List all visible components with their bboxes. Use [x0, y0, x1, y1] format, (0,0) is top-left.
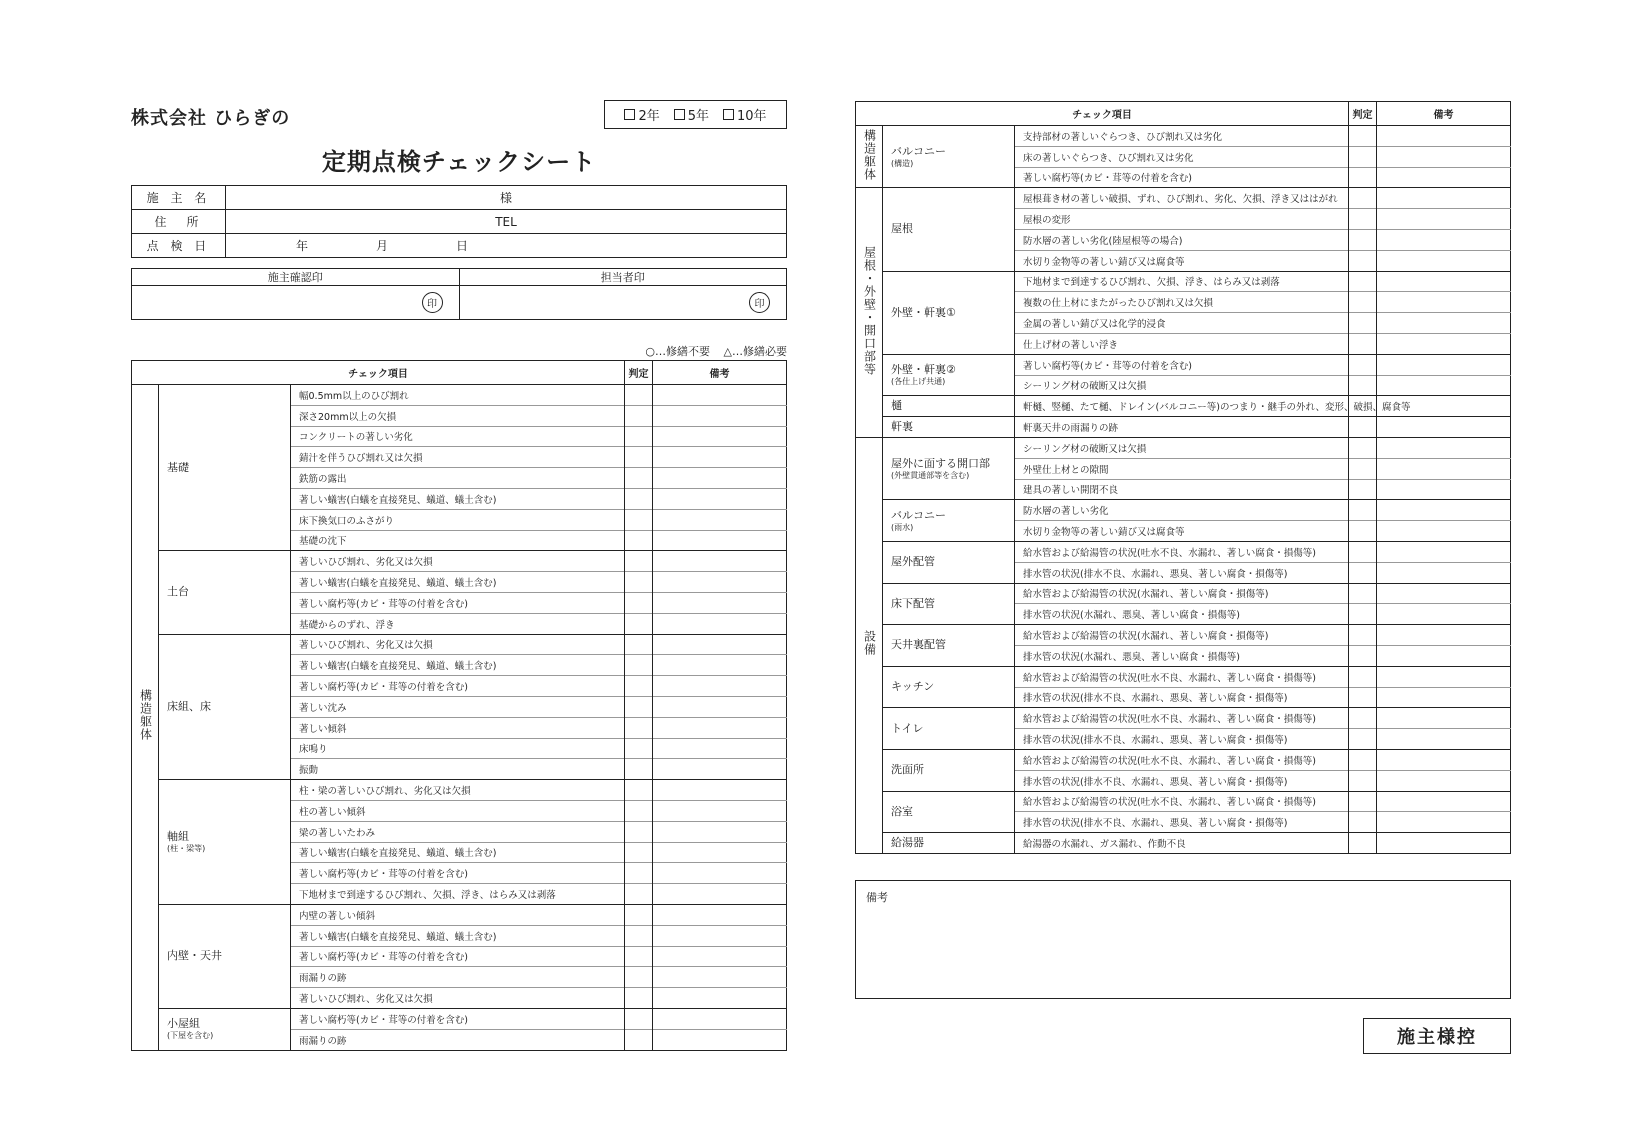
judge-cell[interactable] [1349, 479, 1377, 500]
section-label: 屋根・外壁・開口部等 [856, 188, 883, 438]
check-item: 給水管および給湯管の状況(水漏れ、著しい腐食・損傷等) [1015, 583, 1349, 604]
judge-cell[interactable] [625, 509, 653, 530]
check-item: 外壁仕上材との隙間 [1015, 458, 1349, 479]
judge-cell[interactable] [1349, 250, 1377, 271]
notes-cell[interactable] [1377, 126, 1511, 147]
seal-table [131, 268, 787, 320]
notes-cell[interactable] [1377, 812, 1511, 833]
notes-cell[interactable] [1377, 375, 1511, 396]
judge-cell[interactable] [625, 904, 653, 925]
group-label: 土台 [159, 551, 291, 634]
judge-cell[interactable] [1349, 417, 1377, 438]
inspection-date-field[interactable] [226, 234, 787, 258]
group-label: 屋外配管 [883, 541, 1015, 583]
judge-cell[interactable] [625, 405, 653, 426]
notes-cell[interactable] [653, 1008, 787, 1029]
check-row [856, 354, 1511, 375]
judge-cell[interactable] [1349, 375, 1377, 396]
judge-cell[interactable] [625, 655, 653, 676]
check-item: 給湯器の水漏れ、ガス漏れ、作動不良 [1015, 833, 1349, 854]
group-label: キッチン [883, 666, 1015, 708]
check-item: 著しい蟻害(白蟻を直接発見、蟻道、蟻土含む) [291, 925, 625, 946]
judge-cell[interactable] [1349, 666, 1377, 687]
check-row [132, 1008, 787, 1029]
notes-cell[interactable] [1377, 417, 1511, 438]
legend-repair: △…修繕必要 [723, 345, 787, 358]
judge-cell[interactable] [1349, 271, 1377, 292]
notes-cell[interactable] [1377, 437, 1511, 458]
header-notes: 備考 [1377, 102, 1511, 126]
judge-cell[interactable] [1349, 188, 1377, 209]
notes-cell[interactable] [653, 676, 787, 697]
notes-cell[interactable] [653, 780, 787, 801]
check-row [856, 708, 1511, 729]
notes-cell[interactable] [653, 530, 787, 551]
check-item: 雨漏りの跡 [291, 967, 625, 988]
check-item: 著しい蟻害(白蟻を直接発見、蟻道、蟻土含む) [291, 572, 625, 593]
check-item: 錆汁を伴うひび割れ又は欠損 [291, 447, 625, 468]
group-label: 軸組 (柱・梁等) [159, 780, 291, 905]
period-selector [604, 100, 787, 129]
check-item: 著しいひび割れ、劣化又は欠損 [291, 988, 625, 1009]
check-item: 支持部材の著しいぐらつき、ひび割れ又は劣化 [1015, 126, 1349, 147]
checkbox-icon[interactable] [624, 109, 635, 120]
page-title: 定期点検チェックシート [321, 148, 597, 176]
judge-cell[interactable] [1349, 625, 1377, 646]
judge-cell[interactable] [1349, 500, 1377, 521]
notes-cell[interactable] [653, 925, 787, 946]
check-item: 床鳴り [291, 738, 625, 759]
checkbox-icon[interactable] [674, 109, 685, 120]
group-label: バルコニー (構造) [883, 126, 1015, 188]
group-label: 樋 [883, 396, 1015, 417]
group-label: 軒裏 [883, 417, 1015, 438]
notes-cell[interactable] [1377, 479, 1511, 500]
legend-no-repair: ○…修繕不要 [645, 345, 711, 358]
check-item: 柱の著しい傾斜 [291, 800, 625, 821]
group-label: 外壁・軒裏② (各仕上げ共通) [883, 354, 1015, 396]
notes-cell[interactable] [1377, 229, 1511, 250]
notes-cell[interactable] [653, 613, 787, 634]
judge-cell[interactable] [1349, 770, 1377, 791]
header-check-items: チェック項目 [132, 361, 625, 385]
owner-confirm-seal-field[interactable] [132, 286, 460, 320]
check-item: 防水層の著しい劣化(陸屋根等の場合) [1015, 229, 1349, 250]
address-label: 住 所 [132, 210, 226, 234]
check-item: 著しい蟻害(白蟻を直接発見、蟻道、蟻土含む) [291, 842, 625, 863]
check-item: 著しい腐朽等(カビ・茸等の付着を含む) [291, 676, 625, 697]
notes-cell[interactable] [1377, 354, 1511, 375]
judge-cell[interactable] [625, 863, 653, 884]
judge-cell[interactable] [1349, 541, 1377, 562]
group-label: トイレ [883, 708, 1015, 750]
check-item: 排水管の状況(水漏れ、悪臭、著しい腐食・損傷等) [1015, 645, 1349, 666]
notes-cell[interactable] [1377, 645, 1511, 666]
check-item: 防水層の著しい劣化 [1015, 500, 1349, 521]
judge-cell[interactable] [625, 696, 653, 717]
check-item: 排水管の状況(水漏れ、悪臭、著しい腐食・損傷等) [1015, 604, 1349, 625]
remarks-box[interactable] [855, 880, 1511, 999]
judge-cell[interactable] [625, 676, 653, 697]
group-label: 洗面所 [883, 749, 1015, 791]
notes-cell[interactable] [1377, 833, 1511, 854]
check-item: 軒裏天井の雨漏りの跡 [1015, 417, 1349, 438]
notes-cell[interactable] [653, 904, 787, 925]
judgement-legend [131, 343, 787, 359]
notes-cell[interactable] [1377, 583, 1511, 604]
judge-cell[interactable] [625, 884, 653, 905]
notes-cell[interactable] [1377, 250, 1511, 271]
judge-cell[interactable] [1349, 687, 1377, 708]
check-item: 軒樋、竪樋、たて樋、ドレイン(バルコニー等)のつまり・継手の外れ、変形、破損、腐食等 [1015, 396, 1349, 417]
judge-cell[interactable] [625, 1008, 653, 1029]
notes-cell[interactable] [653, 468, 787, 489]
judge-cell[interactable] [1349, 562, 1377, 583]
notes-cell[interactable] [1377, 292, 1511, 313]
check-row [856, 396, 1511, 417]
check-item: 著しい腐朽等(カビ・茸等の付着を含む) [291, 863, 625, 884]
notes-cell[interactable] [653, 655, 787, 676]
notes-cell[interactable] [653, 634, 787, 655]
notes-cell[interactable] [653, 592, 787, 613]
check-item: 給水管および給湯管の状況(吐水不良、水漏れ、著しい腐食・損傷等) [1015, 791, 1349, 812]
check-item: 著しいひび割れ、劣化又は欠損 [291, 634, 625, 655]
year-label: 年 [296, 239, 309, 253]
check-item: 屋根の変形 [1015, 209, 1349, 230]
notes-cell[interactable] [653, 1029, 787, 1050]
notes-cell[interactable] [1377, 770, 1511, 791]
notes-cell[interactable] [1377, 188, 1511, 209]
check-item: 内壁の著しい傾斜 [291, 904, 625, 925]
judge-cell[interactable] [625, 821, 653, 842]
staff-seal-label: 担当者印 [459, 269, 787, 286]
notes-cell[interactable] [1377, 541, 1511, 562]
owner-name-field[interactable]: 様 [226, 186, 787, 210]
check-item: 排水管の状況(排水不良、水漏れ、悪臭、著しい腐食・損傷等) [1015, 687, 1349, 708]
notes-cell[interactable] [1377, 687, 1511, 708]
judge-cell[interactable] [625, 385, 653, 406]
group-label: 屋外に面する開口部 (外壁貫通部等を含む) [883, 437, 1015, 499]
judge-cell[interactable] [625, 426, 653, 447]
notes-cell[interactable] [653, 863, 787, 884]
left-checklist-table [131, 360, 787, 1051]
group-label: 床下配管 [883, 583, 1015, 625]
notes-cell[interactable] [653, 572, 787, 593]
check-item: 水切り金物等の著しい錆び又は腐食等 [1015, 521, 1349, 542]
check-row [856, 666, 1511, 687]
judge-cell[interactable] [1349, 146, 1377, 167]
check-row [132, 551, 787, 572]
staff-seal-field[interactable] [459, 286, 787, 320]
notes-cell[interactable] [653, 988, 787, 1009]
check-item: 排水管の状況(排水不良、水漏れ、悪臭、著しい腐食・損傷等) [1015, 562, 1349, 583]
day-label: 日 [456, 239, 469, 253]
check-item: 排水管の状況(排水不良、水漏れ、悪臭、著しい腐食・損傷等) [1015, 770, 1349, 791]
notes-cell[interactable] [1377, 167, 1511, 188]
notes-cell[interactable] [1377, 313, 1511, 334]
check-item: 建具の著しい開閉不良 [1015, 479, 1349, 500]
judge-cell[interactable] [1349, 812, 1377, 833]
judge-cell[interactable] [625, 1029, 653, 1050]
check-row [856, 791, 1511, 812]
check-row [856, 583, 1511, 604]
notes-cell[interactable] [1377, 625, 1511, 646]
period-option-5y[interactable]: 5年 [674, 105, 709, 124]
seal-stamp-icon: 印 [422, 292, 443, 313]
check-item: 著しい蟻害(白蟻を直接発見、蟻道、蟻土含む) [291, 655, 625, 676]
judge-cell[interactable] [625, 759, 653, 780]
group-label: 浴室 [883, 791, 1015, 833]
notes-cell[interactable] [653, 842, 787, 863]
check-item: 著しい腐朽等(カビ・茸等の付着を含む) [291, 592, 625, 613]
check-item: 給水管および給湯管の状況(吐水不良、水漏れ、著しい腐食・損傷等) [1015, 666, 1349, 687]
check-item: 梁の著しいたわみ [291, 821, 625, 842]
judge-cell[interactable] [625, 572, 653, 593]
group-label: 屋根 [883, 188, 1015, 271]
header-check-items: チェック項目 [856, 102, 1349, 126]
check-item: 著しい腐朽等(カビ・茸等の付着を含む) [291, 946, 625, 967]
company-name: 株式会社 ひらぎの [131, 108, 291, 129]
check-item: 床の著しいぐらつき、ひび割れ又は劣化 [1015, 146, 1349, 167]
notes-cell[interactable] [1377, 146, 1511, 167]
checkbox-icon[interactable] [723, 109, 734, 120]
header-judge: 判定 [625, 361, 653, 385]
address-field[interactable]: TEL [226, 210, 787, 234]
check-row [132, 634, 787, 655]
section-label: 構造躯体 [132, 385, 159, 1051]
notes-cell[interactable] [1377, 458, 1511, 479]
judge-cell[interactable] [625, 738, 653, 759]
owner-name-label: 施 主 名 [132, 186, 226, 210]
judge-cell[interactable] [1349, 333, 1377, 354]
check-row [856, 500, 1511, 521]
check-item: 給水管および給湯管の状況(吐水不良、水漏れ、著しい腐食・損傷等) [1015, 541, 1349, 562]
judge-cell[interactable] [625, 967, 653, 988]
check-item: 著しいひび割れ、劣化又は欠損 [291, 551, 625, 572]
notes-cell[interactable] [1377, 333, 1511, 354]
group-label: 床組、床 [159, 634, 291, 780]
judge-cell[interactable] [1349, 791, 1377, 812]
check-row [856, 437, 1511, 458]
notes-cell[interactable] [1377, 562, 1511, 583]
judge-cell[interactable] [1349, 126, 1377, 147]
notes-cell[interactable] [653, 759, 787, 780]
group-label: 給湯器 [883, 833, 1015, 854]
group-label: 基礎 [159, 385, 291, 551]
notes-cell[interactable] [1377, 749, 1511, 770]
notes-cell[interactable] [653, 738, 787, 759]
judge-cell[interactable] [1349, 354, 1377, 375]
check-item: 排水管の状況(排水不良、水漏れ、悪臭、著しい腐食・損傷等) [1015, 729, 1349, 750]
section-label: 設備 [856, 437, 883, 853]
judge-cell[interactable] [1349, 229, 1377, 250]
judge-cell[interactable] [1349, 749, 1377, 770]
notes-cell[interactable] [1377, 209, 1511, 230]
judge-cell[interactable] [625, 946, 653, 967]
check-item: 柱・梁の著しいひび割れ、劣化又は欠損 [291, 780, 625, 801]
notes-cell[interactable] [653, 821, 787, 842]
owner-copy-label: 施主様控 [1363, 1018, 1511, 1054]
notes-cell[interactable] [1377, 729, 1511, 750]
judge-cell[interactable] [1349, 437, 1377, 458]
check-item: 著しい腐朽等(カビ・茸等の付着を含む) [1015, 167, 1349, 188]
judge-cell[interactable] [1349, 458, 1377, 479]
notes-cell[interactable] [1377, 521, 1511, 542]
judge-cell[interactable] [625, 634, 653, 655]
judge-cell[interactable] [625, 925, 653, 946]
check-item: 基礎からのずれ、浮き [291, 613, 625, 634]
judge-cell[interactable] [1349, 167, 1377, 188]
period-option-10y[interactable]: 10年 [723, 105, 767, 124]
check-row [856, 188, 1511, 209]
judge-cell[interactable] [625, 842, 653, 863]
judge-cell[interactable] [625, 780, 653, 801]
judge-cell[interactable] [625, 530, 653, 551]
owner-confirm-seal-label: 施主確認印 [132, 269, 460, 286]
notes-cell[interactable] [1377, 500, 1511, 521]
group-label: 内壁・天井 [159, 904, 291, 1008]
check-row [856, 833, 1511, 854]
judge-cell[interactable] [1349, 521, 1377, 542]
notes-cell[interactable] [653, 696, 787, 717]
judge-cell[interactable] [1349, 583, 1377, 604]
section-label: 構造躯体 [856, 126, 883, 188]
check-row [132, 904, 787, 925]
check-row [132, 385, 787, 406]
notes-cell[interactable] [653, 385, 787, 406]
notes-cell[interactable] [653, 488, 787, 509]
check-item: 複数の仕上材にまたがったひび割れ又は欠損 [1015, 292, 1349, 313]
check-row [856, 541, 1511, 562]
notes-cell[interactable] [653, 447, 787, 468]
notes-cell[interactable] [653, 405, 787, 426]
check-item: 振動 [291, 759, 625, 780]
check-item: 仕上げ材の著しい浮き [1015, 333, 1349, 354]
check-item: 著しい腐朽等(カビ・茸等の付着を含む) [291, 1008, 625, 1029]
check-row [856, 271, 1511, 292]
owner-info-table [131, 185, 787, 258]
notes-cell[interactable] [653, 509, 787, 530]
notes-cell[interactable] [653, 717, 787, 738]
check-row [856, 417, 1511, 438]
check-item: 基礎の沈下 [291, 530, 625, 551]
check-row [856, 749, 1511, 770]
check-item: 水切り金物等の著しい錆び又は腐食等 [1015, 250, 1349, 271]
judge-cell[interactable] [1349, 604, 1377, 625]
check-item: 著しい沈み [291, 696, 625, 717]
group-label: 小屋組 (下屋を含む) [159, 1008, 291, 1050]
judge-cell[interactable] [625, 592, 653, 613]
check-item: シーリング材の破断又は欠損 [1015, 437, 1349, 458]
judge-cell[interactable] [1349, 209, 1377, 230]
check-item: 下地材まで到達するひび割れ、欠損、浮き、はらみ又は剥落 [291, 884, 625, 905]
check-item: 鉄筋の露出 [291, 468, 625, 489]
notes-cell[interactable] [653, 551, 787, 572]
check-item: 屋根葺き材の著しい破損、ずれ、ひび割れ、劣化、欠損、浮き又ははがれ [1015, 188, 1349, 209]
judge-cell[interactable] [625, 488, 653, 509]
notes-cell[interactable] [1377, 271, 1511, 292]
notes-cell[interactable] [653, 946, 787, 967]
check-item: 給水管および給湯管の状況(吐水不良、水漏れ、著しい腐食・損傷等) [1015, 749, 1349, 770]
judge-cell[interactable] [625, 468, 653, 489]
period-option-2y[interactable]: 2年 [624, 105, 659, 124]
check-item: 著しい腐朽等(カビ・茸等の付着を含む) [1015, 354, 1349, 375]
group-label: バルコニー (雨水) [883, 500, 1015, 542]
check-item: 雨漏りの跡 [291, 1029, 625, 1050]
judge-cell[interactable] [625, 447, 653, 468]
notes-cell[interactable] [1377, 604, 1511, 625]
check-item: シーリング材の破断又は欠損 [1015, 375, 1349, 396]
notes-cell[interactable] [653, 884, 787, 905]
judge-cell[interactable] [1349, 645, 1377, 666]
check-row [132, 780, 787, 801]
judge-cell[interactable] [625, 717, 653, 738]
judge-cell[interactable] [625, 988, 653, 1009]
check-item: 幅0.5mm以上のひび割れ [291, 385, 625, 406]
check-item: 著しい蟻害(白蟻を直接発見、蟻道、蟻土含む) [291, 488, 625, 509]
notes-cell[interactable] [653, 967, 787, 988]
check-item: 金属の著しい錆び又は化学的浸食 [1015, 313, 1349, 334]
check-item: 床下換気口のふさがり [291, 509, 625, 530]
judge-cell[interactable] [1349, 708, 1377, 729]
check-row [856, 126, 1511, 147]
notes-cell[interactable] [653, 426, 787, 447]
judge-cell[interactable] [625, 613, 653, 634]
notes-cell[interactable] [1377, 791, 1511, 812]
judge-cell[interactable] [1349, 313, 1377, 334]
header-notes: 備考 [653, 361, 787, 385]
check-item: 著しい傾斜 [291, 717, 625, 738]
inspection-date-label: 点 検 日 [132, 234, 226, 258]
check-item: 給水管および給湯管の状況(吐水不良、水漏れ、著しい腐食・損傷等) [1015, 708, 1349, 729]
month-label: 月 [376, 239, 389, 253]
notes-cell[interactable] [1377, 666, 1511, 687]
seal-stamp-icon: 印 [749, 292, 770, 313]
right-checklist-table [855, 101, 1511, 854]
group-label: 外壁・軒裏① [883, 271, 1015, 354]
header-judge: 判定 [1349, 102, 1377, 126]
check-item: 排水管の状況(排水不良、水漏れ、悪臭、著しい腐食・損傷等) [1015, 812, 1349, 833]
notes-cell[interactable] [1377, 708, 1511, 729]
check-item: 給水管および給湯管の状況(水漏れ、著しい腐食・損傷等) [1015, 625, 1349, 646]
group-label: 天井裏配管 [883, 625, 1015, 667]
judge-cell[interactable] [1349, 833, 1377, 854]
judge-cell[interactable] [625, 800, 653, 821]
notes-cell[interactable] [653, 800, 787, 821]
check-item: コンクリートの著しい劣化 [291, 426, 625, 447]
remarks-label: 備考 [866, 891, 888, 904]
judge-cell[interactable] [1349, 292, 1377, 313]
check-item: 下地材まで到達するひび割れ、欠損、浮き、はらみ又は剥落 [1015, 271, 1349, 292]
judge-cell[interactable] [625, 551, 653, 572]
check-row [856, 625, 1511, 646]
check-item: 深さ20mm以上の欠損 [291, 405, 625, 426]
judge-cell[interactable] [1349, 729, 1377, 750]
